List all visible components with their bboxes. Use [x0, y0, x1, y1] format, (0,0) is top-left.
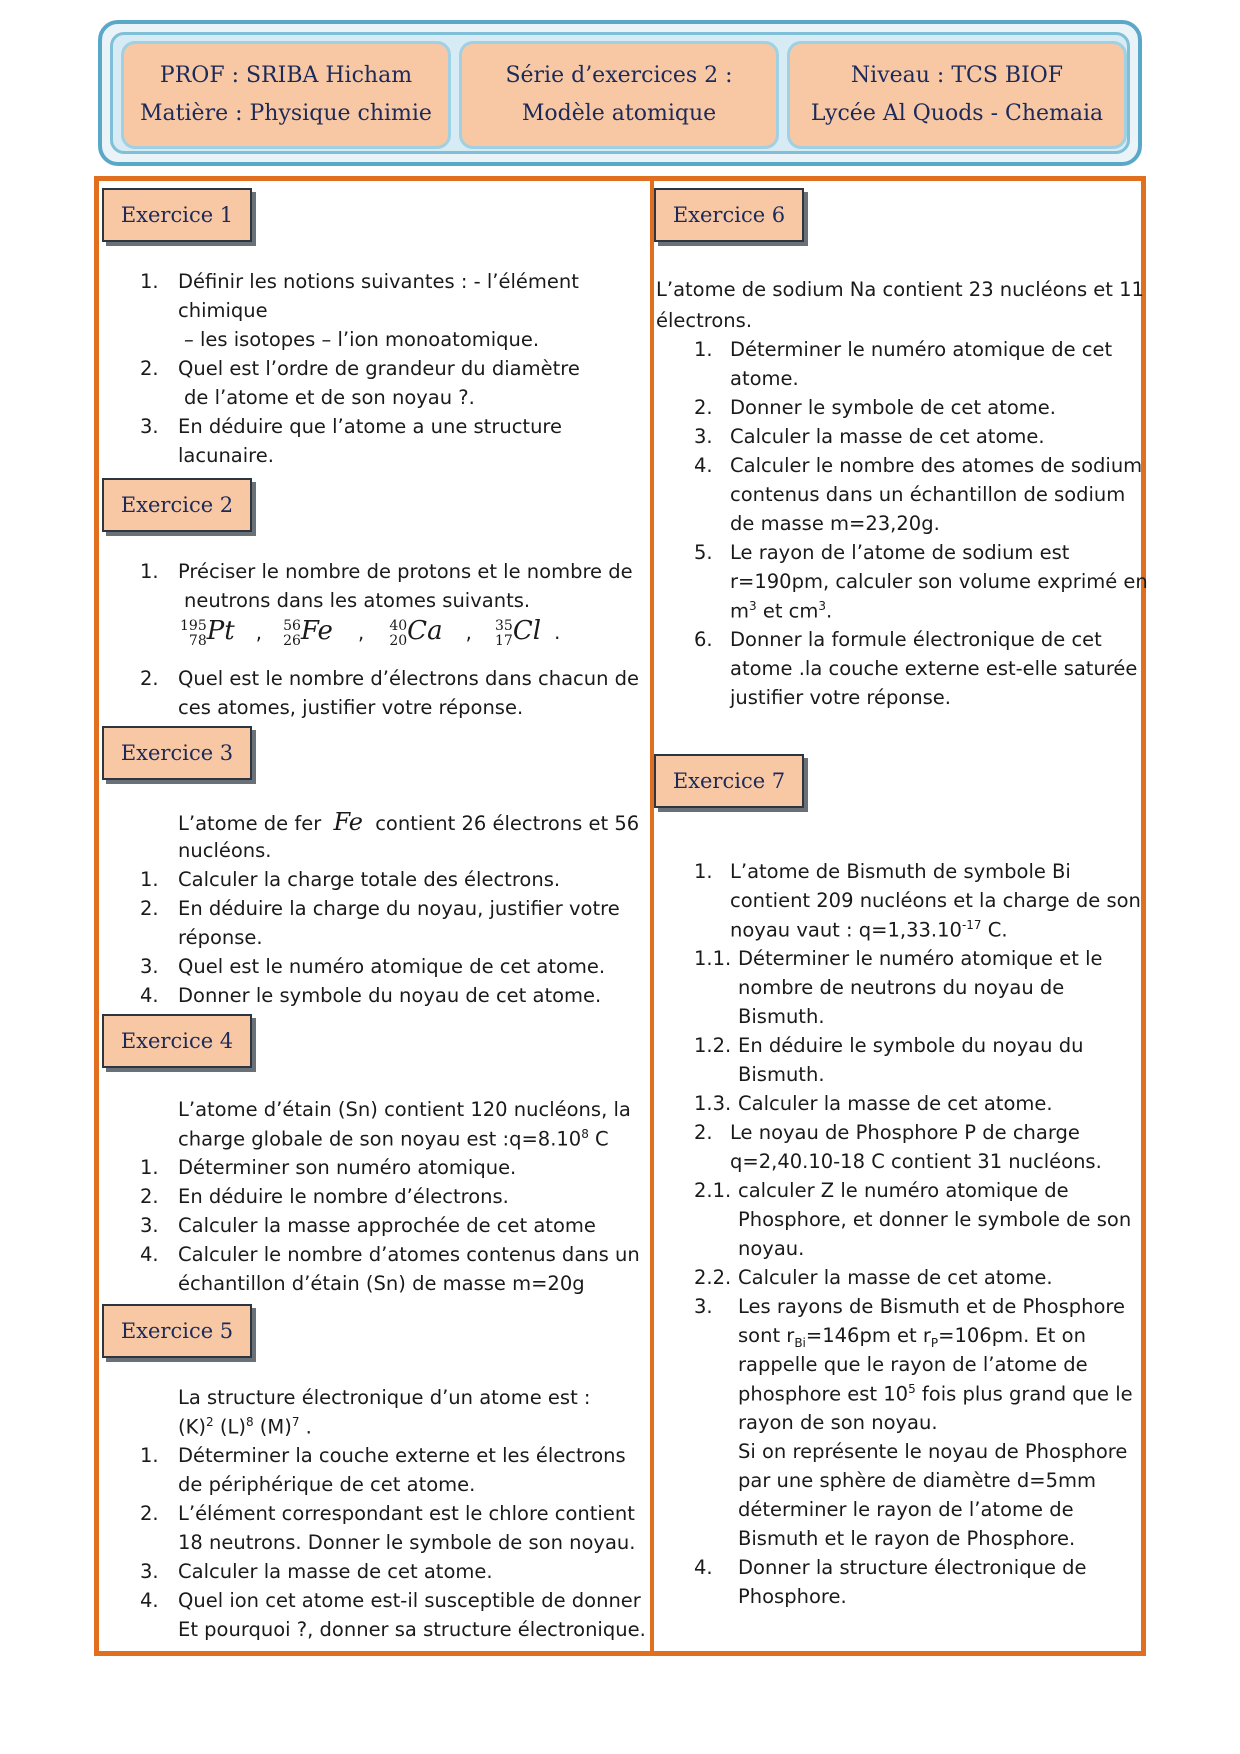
- level: Niveau : TCS BIOF: [850, 63, 1064, 88]
- ex6-q1: Déterminer le numéro atomique de cet: [730, 338, 1113, 361]
- item-number: 1.: [140, 1444, 159, 1467]
- ex7-p12: En déduire le symbole du noyau du: [738, 1034, 1084, 1057]
- item-number: 3.: [140, 415, 159, 438]
- ex6-q5: Le rayon de l’atome de sodium est: [730, 541, 1070, 564]
- ex6-q1-cont: atome.: [730, 367, 799, 390]
- item-number: 4.: [140, 1243, 159, 1266]
- ex4-q4: Calculer le nombre d’atomes contenus dans un: [178, 1243, 640, 1266]
- ex7-p4: Donner la structure électronique de: [738, 1556, 1087, 1579]
- ex5-q2-cont: 18 neutrons. Donner le symbole de son noyau.: [178, 1531, 636, 1554]
- item-number: 1.: [140, 560, 159, 583]
- ex7-p1-charge: noyau vaut : $q=1,33.10^{-17}$ C.: [730, 918, 1008, 942]
- item-number: 1.: [694, 860, 713, 883]
- ex6-q6-cont: atome .la couche externe est-elle saturée: [730, 657, 1138, 680]
- ex7-p21-cont: Phosphore, et donner le symbole de son: [738, 1208, 1132, 1231]
- ex7-p3-radii: sont $r_{Bi}=146pm$ et $r_P=106pm$. Et on: [738, 1324, 1086, 1350]
- item-number: 2.: [140, 1502, 159, 1525]
- ex7-p21: calculer Z le numéro atomique de: [738, 1179, 1069, 1202]
- isotope-list: 195 78 Pt , 56 26 Fe , 40 20 Ca , 35 17 Cl .: [180, 616, 561, 649]
- school: Lycée Al Quods - Chemaia: [810, 101, 1104, 126]
- ex5-structure: $(K)^2$ $(L)^8$ $(M)^7$ .: [178, 1415, 312, 1439]
- ex4-q2: En déduire le nombre d’électrons.: [178, 1185, 509, 1208]
- exercise-2-title: Exercice 2: [102, 478, 252, 532]
- item-number: 2.: [140, 357, 159, 380]
- item-number: 2.: [140, 897, 159, 920]
- item-number: 1.: [140, 270, 159, 293]
- ex6-q3: Calculer la masse de cet atome.: [730, 425, 1045, 448]
- ex4-q3: Calculer la masse approchée de cet atome: [178, 1214, 596, 1237]
- item-number: 2.: [694, 1121, 713, 1144]
- ex3-q1: Calculer la charge totale des électrons.: [178, 868, 561, 891]
- item-number: 1.3.: [694, 1092, 732, 1115]
- ex7-p4-cont: Phosphore.: [738, 1585, 847, 1608]
- ex7-p3-cont6: Bismuth et le rayon de Phosphore.: [738, 1527, 1076, 1550]
- item-number: 4.: [140, 1589, 159, 1612]
- ex6-q4-cont: contenus dans un échantillon de sodium: [730, 483, 1126, 506]
- ex5-q1: Déterminer la couche externe et les électrons: [178, 1444, 626, 1467]
- ex1-q1-cont2: – les isotopes – l’ion monoatomique.: [184, 328, 540, 351]
- ex6-q4: Calculer le nombre des atomes de sodium: [730, 454, 1143, 477]
- ex1-q1: Définir les notions suivantes : - l’élément: [178, 270, 579, 293]
- ex7-p3-cont4: par une sphère de diamètre d=5mm: [738, 1469, 1096, 1492]
- item-number: 3.: [694, 425, 713, 448]
- series-title: Série d’exercices 2 :: [505, 63, 733, 88]
- item-number: 1.1.: [694, 947, 732, 970]
- ex4-intro: L’atome d’étain (Sn) contient 120 nucléons, la: [178, 1098, 631, 1121]
- header-level-box: [787, 41, 1127, 149]
- ex1-q2-cont: de l’atome et de son noyau ?.: [184, 386, 475, 409]
- exercise-6-title: Exercice 6: [654, 188, 804, 242]
- ex7-p3-cont5: déterminer le rayon de l’atome de: [738, 1498, 1074, 1521]
- ex2-q1: Préciser le nombre de protons et le nombre de: [178, 560, 633, 583]
- ex5-q1-cont: de périphérique de cet atome.: [178, 1473, 476, 1496]
- ex7-p1: L’atome de Bismuth de symbole Bi: [730, 860, 1071, 883]
- item-number: 1.: [694, 338, 713, 361]
- ex3-q2: En déduire la charge du noyau, justifier votre: [178, 897, 620, 920]
- item-number: 3.: [140, 1214, 159, 1237]
- isotope-ca: 40 20 Ca: [389, 616, 443, 649]
- ex6-q4-cont2: de masse m=23,20g.: [730, 512, 940, 535]
- ex7-p21-cont2: noyau.: [738, 1237, 805, 1260]
- ex7-p12-cont: Bismuth.: [738, 1063, 825, 1086]
- ex7-p3-factor: phosphore est $10^5$ fois plus grand que le: [738, 1382, 1133, 1406]
- ex4-q1: Déterminer son numéro atomique.: [178, 1156, 517, 1179]
- exercise-7-title: Exercice 7: [654, 754, 804, 808]
- exercise-1-title: Exercice 1: [102, 188, 252, 242]
- ex4-intro-cont: charge globale de son noyau est $:q=8.10^8$ C: [178, 1127, 609, 1151]
- item-number: 4.: [694, 454, 713, 477]
- ex7-p11-cont: nombre de neutrons du noyau de: [738, 976, 1065, 999]
- ex3-intro: L’atome de fer Fe contient 26 électrons et 56: [178, 808, 640, 836]
- ex7-p1-cont: contient 209 nucléons et la charge de son: [730, 889, 1141, 912]
- exercise-3-title: Exercice 3: [102, 726, 252, 780]
- subject: Matière : Physique chimie: [140, 101, 432, 126]
- ex2-q2-cont: ces atomes, justifier votre réponse.: [178, 696, 524, 719]
- ex3-intro-cont: nucléons.: [178, 839, 272, 862]
- item-number: 2.1.: [694, 1179, 732, 1202]
- ex2-q1-cont: neutrons dans les atomes suivants.: [184, 589, 531, 612]
- ex6-intro-cont: électrons.: [656, 309, 753, 332]
- ex4-q4-cont: échantillon d’étain (Sn) de masse m=20g: [178, 1272, 585, 1295]
- ex7-p3-cont3: Si on représente le noyau de Phosphore: [738, 1440, 1128, 1463]
- item-number: 2.2.: [694, 1266, 732, 1289]
- ex5-q3: Calculer la masse de cet atome.: [178, 1560, 493, 1583]
- ex7-p11: Déterminer le numéro atomique et le: [738, 947, 1103, 970]
- ex7-p13: Calculer la masse de cet atome.: [738, 1092, 1053, 1115]
- item-number: 6.: [694, 628, 713, 651]
- ex6-q2: Donner le symbole de cet atome.: [730, 396, 1056, 419]
- item-number: 1.2.: [694, 1034, 732, 1057]
- ex6-q5-units: $m^3$ et $cm^3$.: [730, 599, 833, 623]
- ex7-p22: Calculer la masse de cet atome.: [738, 1266, 1053, 1289]
- item-number: 2.: [140, 1185, 159, 1208]
- ex5-q4: Quel ion cet atome est-il susceptible de donner: [178, 1589, 641, 1612]
- ex6-q6-cont2: justifier votre réponse.: [730, 686, 952, 709]
- ex7-p3: Les rayons de Bismuth et de Phosphore: [738, 1295, 1125, 1318]
- ex3-q4: Donner le symbole du noyau de cet atome.: [178, 984, 602, 1007]
- ex7-p2-cont: q=2,40.10-18 C contient 31 nucléons.: [730, 1150, 1102, 1173]
- item-number: 5.: [694, 541, 713, 564]
- exercise-4-title: Exercice 4: [102, 1014, 252, 1068]
- ex7-p11-cont2: Bismuth.: [738, 1005, 825, 1028]
- ex1-q3-cont: lacunaire.: [178, 444, 274, 467]
- ex3-q2-cont: réponse.: [178, 926, 263, 949]
- ex1-q3: En déduire que l’atome a une structure: [178, 415, 563, 438]
- ex5-q2: L’élément correspondant est le chlore contient: [178, 1502, 635, 1525]
- isotope-fe: 56 26 Fe: [283, 616, 333, 649]
- item-number: 3.: [140, 1560, 159, 1583]
- item-number: 3.: [694, 1295, 713, 1318]
- item-number: 1.: [140, 1156, 159, 1179]
- item-number: 4.: [140, 984, 159, 1007]
- isotope-cl: 35 17 Cl: [494, 616, 542, 649]
- ex3-q3: Quel est le numéro atomique de cet atome.: [178, 955, 606, 978]
- item-number: 2.: [140, 667, 159, 690]
- exercise-5-title: Exercice 5: [102, 1304, 252, 1358]
- isotope-pt: 195 78 Pt: [180, 616, 235, 649]
- item-number: 4.: [694, 1556, 713, 1579]
- ex6-q6: Donner la formule électronique de cet: [730, 628, 1102, 651]
- item-number: 3.: [140, 955, 159, 978]
- item-number: 2.: [694, 396, 713, 419]
- ex7-p2: Le noyau de Phosphore P de charge: [730, 1121, 1080, 1144]
- ex6-intro: L’atome de sodium Na contient 23 nucléons et 11: [656, 278, 1144, 301]
- ex2-q2: Quel est le nombre d’électrons dans chacun de: [178, 667, 640, 690]
- series-theme: Modèle atomique: [521, 101, 717, 126]
- item-number: 1.: [140, 868, 159, 891]
- ex7-p3-cont2: rayon de son noyau.: [738, 1411, 938, 1434]
- ex7-p3-cont: rappelle que le rayon de l’atome de: [738, 1353, 1088, 1376]
- ex6-q5-cont: r=190pm, calculer son volume exprimé en: [730, 570, 1148, 593]
- column-divider: [650, 176, 654, 1656]
- ex1-q2: Quel est l’ordre de grandeur du diamètre: [178, 357, 580, 380]
- teacher-name: PROF : SRIBA Hicham: [159, 63, 413, 88]
- ex1-q1-cont: chimique: [178, 299, 268, 322]
- ex5-q4-cont: Et pourquoi ?, donner sa structure électronique.: [178, 1618, 646, 1641]
- ex5-intro: La structure électronique d’un atome est :: [178, 1386, 591, 1409]
